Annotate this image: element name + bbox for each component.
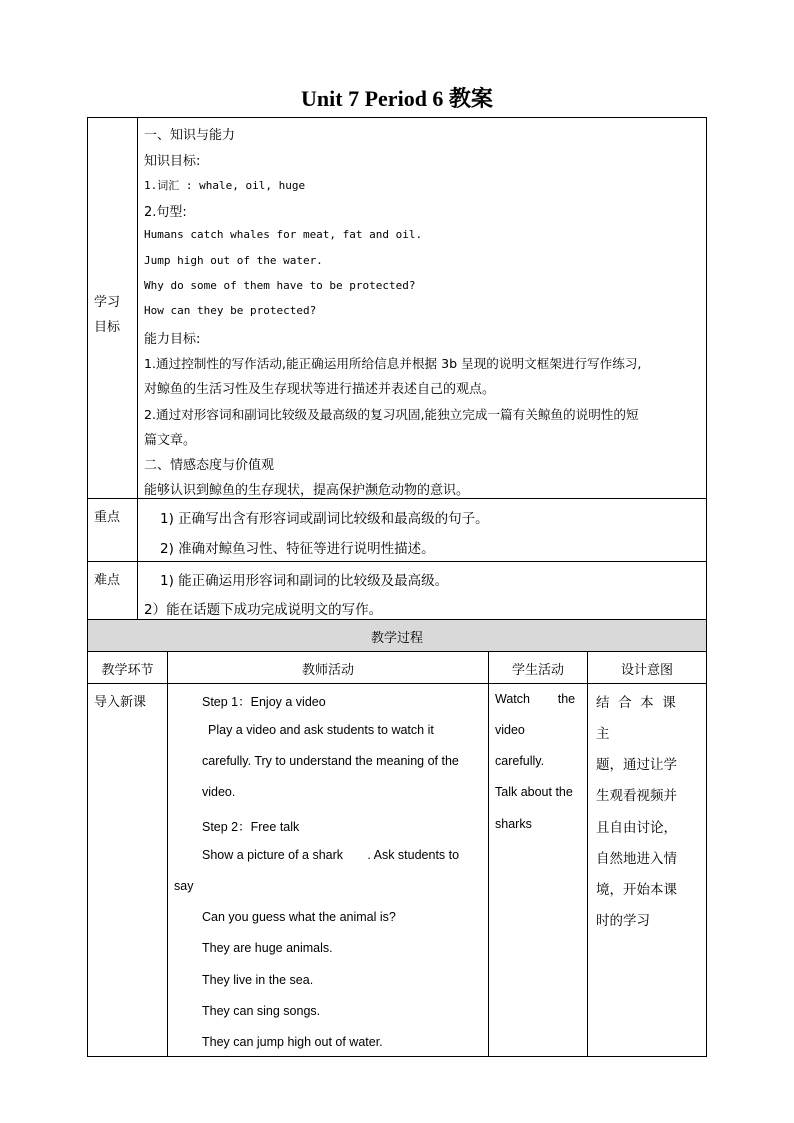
design-intent-line: 自然地进入情 [596,851,677,867]
objective-line: 篇文章。 [144,433,197,448]
teacher-activity-line: Play a video and ask students to watch it [208,723,434,737]
teacher-activity-line: They can sing songs. [202,1004,321,1018]
divider [87,651,707,652]
difficulty-item: 2）能在话题下成功完成说明文的写作。 [144,602,383,618]
objective-line: Humans catch whales for meat, fat and oil. [144,228,423,241]
objective-line: 二、情感态度与价值观 [144,458,275,473]
divider [137,117,138,619]
divider [167,651,168,1057]
teacher-activity-line: Can you guess what the animal is? [202,910,396,924]
column-header-teacher: 教师活动 [301,663,354,678]
keypoints-label: 重点 [94,510,121,525]
keypoint-item: 1) 正确写出含有形容词或副词比较级和最高级的句子。 [160,511,489,527]
objective-line: 能力目标: [144,332,201,347]
teacher-activity-line: say [174,879,194,893]
teacher-activity-line: Step 1：Enjoy a video [202,695,326,709]
objectives-label: 学习 目标 [94,295,121,335]
objective-line: 一、知识与能力 [144,128,236,143]
design-intent-line: 境，开始本课 [596,882,677,898]
student-activity-line: carefully. [495,754,545,768]
objective-line: How can they be protected? [144,304,317,317]
objective-line: 能够认识到鲸鱼的生存现状，提高保护濒危动物的意识。 [144,483,470,498]
objective-line: 2.通过对形容词和副词比较级及最高级的复习巩固,能独立完成一篇有关鲸鱼的说明性的短 [144,407,639,422]
teacher-activity-line: They can jump high out of water. [202,1035,383,1049]
difficulties-label: 难点 [94,573,121,588]
student-activity-line: video [495,723,525,737]
keypoint-item: 2) 准确对鲸鱼习性、特征等进行说明性描述。 [160,541,435,557]
design-intent-line: 题，通过让学 [596,757,677,773]
divider [488,651,489,1057]
teacher-activity-line: video. [202,785,236,799]
objective-line: 知识目标: [144,154,201,169]
divider [87,561,707,562]
teacher-activity-line: carefully. Try to understand the meaning of the [202,754,459,768]
column-header-intent: 设计意图 [620,663,673,678]
stage-cell: 导入新课 [94,695,147,710]
student-activity-line: sharks [495,817,532,831]
objective-line: 对鲸鱼的生活习性及生存现状等进行描述并表述自己的观点。 [144,382,496,397]
column-header-stage: 教学环节 [101,663,154,678]
difficulty-item: 1) 能正确运用形容词和副词的比较级及最高级。 [160,573,449,589]
design-intent-line: 结 合 本 课 [596,695,676,711]
objective-line: Jump high out of the water. [144,254,323,267]
teacher-activity-line: Show a picture of a shark . Ask students to [202,848,460,862]
divider [87,498,707,499]
design-intent-line: 且自由讨论， [596,820,677,836]
objective-line: Why do some of them have to be protected? [144,279,416,292]
document-title: Unit 7 Period 6 教案 [301,86,493,111]
student-activity-line: Talk about the [495,785,573,799]
teacher-activity-line: Step 2：Free talk [202,820,300,834]
teacher-activity-line: They live in the sea. [202,973,314,987]
student-activity-line: Watch the [495,692,576,706]
objective-line: 2.句型: [144,205,187,220]
column-header-student: 学生活动 [511,663,564,678]
divider [587,651,588,1057]
objective-line: 1.通过控制性的写作活动,能正确运用所给信息并根据 3b 呈现的说明文框架进行写作练习, [144,356,642,371]
process-header: 教学过程 [370,631,423,646]
design-intent-line: 主 [596,726,610,742]
divider [87,683,707,684]
design-intent-line: 生观看视频并 [596,788,677,804]
objective-line: 1.词汇 : whale, oil, huge [144,179,306,192]
design-intent-line: 时的学习 [596,913,650,929]
teacher-activity-line: They are huge animals. [202,941,333,955]
